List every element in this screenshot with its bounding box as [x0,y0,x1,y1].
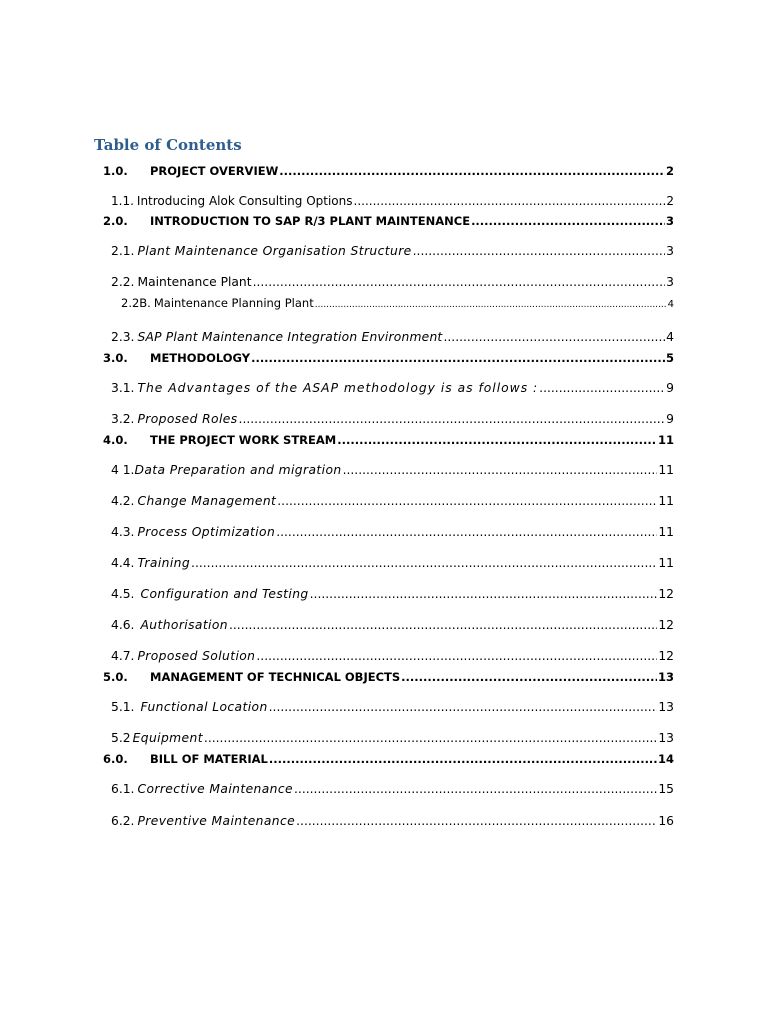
toc-entry-page: 16 [658,814,674,828]
toc-entry-number: 4 1. [111,463,135,477]
toc-entry[interactable] [103,164,674,178]
toc-entry[interactable] [103,351,674,365]
toc-dot-leader [191,556,657,570]
toc-entry[interactable] [111,649,674,663]
toc-entry[interactable] [111,556,674,570]
toc-entry-number: 4.4. [111,556,135,570]
toc-entry-page: 13 [658,731,674,745]
toc-dot-leader [354,194,666,208]
toc-dot-leader [296,814,657,828]
toc-dot-leader [229,618,657,632]
toc-entry-page: 5 [665,351,674,365]
toc-entry-page: 9 [666,381,674,395]
toc-entry-title: SAP Plant Maintenance Integration Environment [137,330,443,344]
toc-dot-leader [204,731,657,745]
toc-entry-title: Data Preparation and migration [134,463,342,477]
toc-entry-page: 3 [666,275,674,289]
toc-entry-number: 2.1. [111,244,135,258]
toc-dot-leader [413,244,666,258]
toc-entry-number: 2.2B. [121,296,151,310]
toc-dot-leader [310,587,658,601]
toc-entry[interactable] [111,330,674,344]
toc-entry-page: 2 [666,194,674,208]
toc-entry-number: 5.2 [111,731,131,745]
toc-entry-title: Change Management [137,494,277,508]
toc-entry-number: 2.2. [111,275,135,289]
toc-entry-title: Maintenance Planning Plant [153,296,314,310]
toc-entry-title: Configuration and Testing [140,587,309,601]
toc-entry-page: 12 [658,649,674,663]
toc-entry-page: 13 [658,700,674,714]
toc-entry-title: Authorisation [140,618,228,632]
toc-entry-title: Equipment [132,731,203,745]
toc-entry-number: 2.0. [103,214,128,228]
toc-entry-page: 11 [657,433,674,447]
toc-entry-number: 3.1. [111,381,135,395]
toc-dot-leader [269,700,658,714]
toc-entry-number: 4.7. [111,649,135,663]
toc-dot-leader [539,381,665,395]
toc-entry-number: 6.2. [111,814,135,828]
toc-entry-title: Preventive Maintenance [137,814,296,828]
toc-dot-leader [256,649,657,663]
toc-dot-leader [471,214,665,228]
toc-entry[interactable] [103,670,674,684]
toc-entry[interactable] [103,214,674,228]
toc-entry-page: 14 [657,752,674,766]
toc-entry-number: 3.2. [111,412,135,426]
toc-entry-page: 4 [667,299,674,310]
toc-entry-page: 13 [657,670,674,684]
toc-entry-title: Proposed Roles [137,412,238,426]
toc-entry[interactable] [111,587,674,601]
toc-dot-leader [401,670,657,684]
toc-entry-number: 6.0. [103,752,128,766]
toc-entry-title: Process Optimization [137,525,276,539]
toc-entry-title: MANAGEMENT OF TECHNICAL OBJECTS [150,670,401,684]
toc-dot-leader [279,164,665,178]
toc-entry-page: 11 [658,463,674,477]
toc-entry-page: 11 [658,556,674,570]
toc-entry-page: 11 [658,494,674,508]
toc-entry-page: 4 [666,330,674,344]
toc-entry-title: Proposed Solution [137,649,256,663]
toc-entry[interactable] [111,194,674,208]
toc-entry-page: 2 [665,164,674,178]
toc-dot-leader [253,275,666,289]
toc-dot-leader [294,782,657,796]
toc-entry-number: 4.2. [111,494,135,508]
toc-entry-page: 9 [666,412,674,426]
toc-entry[interactable] [111,782,674,796]
toc-entry[interactable] [103,433,674,447]
toc-entry-title: Introducing Alok Consulting Options [136,194,353,208]
toc-entry-title: Maintenance Plant [137,275,252,289]
toc-entry[interactable] [111,814,674,828]
toc-entry-number: 4.6. [111,618,135,632]
toc-dot-leader [343,463,658,477]
toc-dot-leader [239,412,666,426]
toc-entry-page: 11 [658,525,674,539]
toc-entry-title: Corrective Maintenance [137,782,293,796]
toc-entry-number: 1.1. [111,194,134,208]
toc-entry-page: 12 [658,618,674,632]
toc-entry-number: 6.1. [111,782,135,796]
toc-entry[interactable] [111,381,674,395]
toc-entry[interactable] [111,731,674,745]
toc-dot-leader [277,494,657,508]
toc-entry-title: The Advantages of the ASAP methodology is as follows : [137,381,539,395]
toc-title: Table of Contents [94,136,242,154]
toc-entry-title: PROJECT OVERVIEW [150,164,279,178]
toc-entry[interactable] [111,494,674,508]
toc-entry[interactable] [103,752,674,766]
toc-entry[interactable] [111,618,674,632]
toc-dot-leader [276,525,657,539]
toc-entry-number: 4.5. [111,587,135,601]
toc-entry-page: 15 [658,782,674,796]
toc-entry-number: 5.0. [103,670,128,684]
toc-entry-number: 3.0. [103,351,128,365]
toc-entry-number: 4.0. [103,433,128,447]
toc-entry-title: Training [137,556,191,570]
toc-entry[interactable] [121,296,674,310]
toc-entry-number: 1.0. [103,164,128,178]
toc-entry-number: 2.3. [111,330,135,344]
toc-entry-title: Plant Maintenance Organisation Structure [137,244,412,258]
toc-entry[interactable] [111,525,674,539]
toc-entry-title: METHODOLOGY [150,351,251,365]
toc-entry[interactable] [111,244,674,258]
toc-entry-page: 3 [666,244,674,258]
toc-entry-title: Functional Location [140,700,268,714]
toc-entry[interactable] [111,463,674,477]
toc-entry-title: INTRODUCTION TO SAP R/3 PLANT MAINTENANCE [150,214,471,228]
toc-entry-page: 3 [665,214,674,228]
toc-entry-title: THE PROJECT WORK STREAM [150,433,337,447]
toc-entry[interactable] [111,700,674,714]
toc-dot-leader [337,433,657,447]
toc-entry-title: BILL OF MATERIAL [150,752,268,766]
toc-entry[interactable] [111,412,674,426]
toc-entry[interactable] [111,275,674,289]
toc-entry-number: 4.3. [111,525,135,539]
toc-entry-number: 5.1. [111,700,135,714]
toc-entry-page: 12 [658,587,674,601]
toc-dot-leader [315,296,667,310]
toc-dot-leader [251,351,665,365]
toc-dot-leader [269,752,657,766]
toc-dot-leader [443,330,665,344]
